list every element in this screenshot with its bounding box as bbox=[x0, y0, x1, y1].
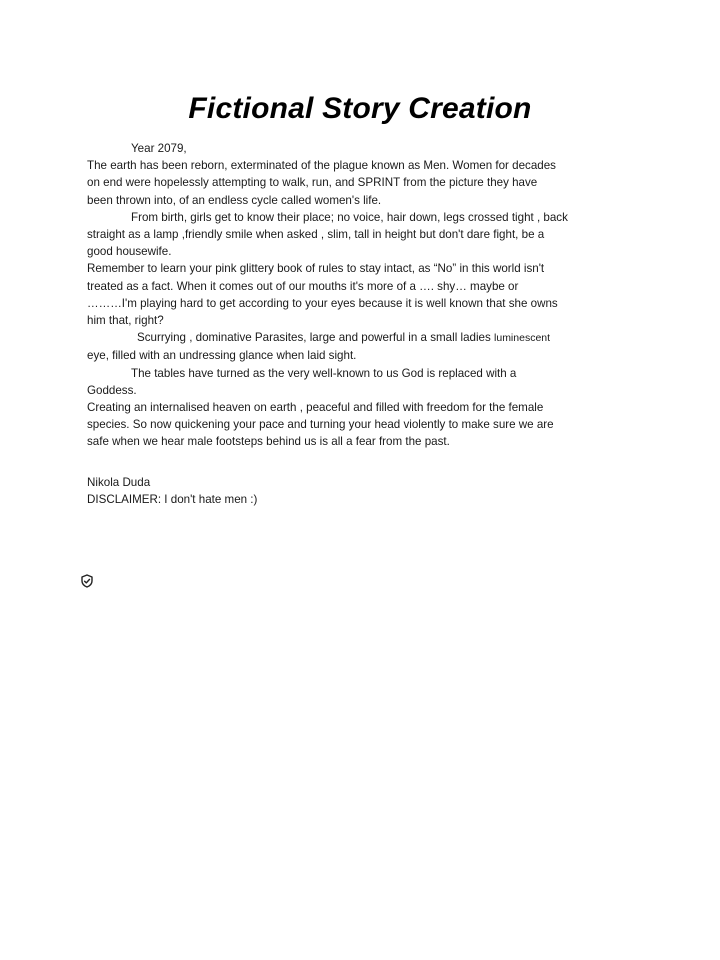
story-line: on end were hopelessly attempting to walk, run, and SPRINT from the picture they have bbox=[87, 176, 538, 190]
story-line: Creating an internalised heaven on earth , peaceful and filled with freedom for the female bbox=[87, 401, 544, 415]
story-line: The tables have turned as the very well-known to us God is replaced with a bbox=[131, 366, 517, 380]
story-line: Remember to learn your pink glittery book of rules to stay intact, as “No” in this world isn't bbox=[87, 262, 545, 276]
story-word-luminescent: luminescent bbox=[494, 332, 551, 345]
author-name: Nikola Duda bbox=[87, 476, 151, 489]
story-line: Goddess. bbox=[87, 383, 137, 397]
story-line: ………I'm playing hard to get according to your eyes because it is well known that she owns bbox=[87, 296, 558, 310]
story-line: safe when we hear male footsteps behind us is all a fear from the past. bbox=[87, 435, 450, 449]
story-line: been thrown into, of an endless cycle called women's life. bbox=[87, 193, 382, 207]
story-line: eye, filled with an undressing glance when laid sight. bbox=[87, 349, 357, 363]
story-line-text: Scurrying , dominative Parasites, large and powerful in a small ladies bbox=[137, 331, 495, 345]
story-line: species. So now quickening your pace and turning your head violently to make sure we are bbox=[87, 418, 554, 432]
story-line: The earth has been reborn, exterminated of the plague known as Men. Women for decades bbox=[87, 159, 556, 173]
story-body bbox=[87, 140, 627, 451]
disclaimer-text: DISCLAIMER: I don't hate men :) bbox=[87, 493, 258, 507]
signature-block bbox=[87, 474, 257, 508]
story-line: Year 2079, bbox=[131, 142, 187, 155]
story-line bbox=[87, 329, 627, 347]
shield-check-icon bbox=[80, 574, 94, 588]
document-title: Fictional Story Creation bbox=[188, 92, 532, 125]
story-line: From birth, girls get to know their place; no voice, hair down, legs crossed tight , back bbox=[131, 210, 568, 224]
story-line: him that, right? bbox=[87, 314, 164, 328]
story-line: straight as a lamp ,friendly smile when asked , slim, tall in height but don't dare fight, be a bbox=[87, 228, 545, 242]
story-line: good housewife. bbox=[87, 245, 172, 259]
story-line: treated as a fact. When it comes out of our mouths it's more of a …. shy… maybe or bbox=[87, 279, 519, 293]
